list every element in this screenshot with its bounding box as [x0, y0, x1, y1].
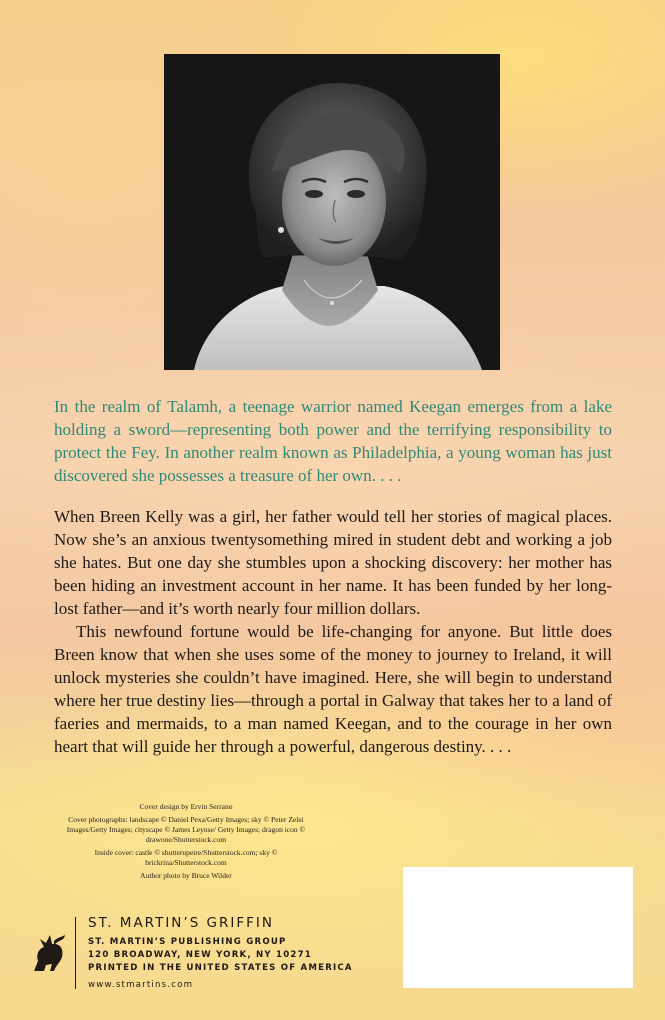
description-paragraph-1: When Breen Kelly was a girl, her father would tell her stories of magical places. Now she’s an anxious twentysomething mired in student debt and working a job she hates. But one day she stumbles upon a shocking discovery: her mother has been hiding an investment account in her name. It has been funded by her long-lost father—and it’s worth nearly four million dollars. [54, 507, 612, 618]
author-portrait-image [164, 54, 500, 370]
credits-block [66, 802, 306, 884]
author-photo-credit: Author photo by Bruce Wilder [140, 871, 232, 880]
cover-design-credit: Cover design by Ervin Serrano [139, 802, 233, 811]
printed-notice: PRINTED IN THE UNITED STATES OF AMERICA [88, 963, 353, 973]
publisher-group: ST. MARTIN’S PUBLISHING GROUP [88, 937, 287, 947]
publisher-website: www.stmartins.com [88, 980, 194, 990]
teaser-paragraph: In the realm of Talamh, a teenage warrior named Keegan emerges from a lake holding a sword—representing both power and the terrifying responsibility to protect the Fey. In another realm known as Philadelphia, a young woman has just discovered she possesses a treasure of her own. . . . [54, 397, 612, 485]
inside-cover-credit: Inside cover: castle © shutterupeire/Shutterstock.com; sky © brickrina/Shutterstock.com [94, 848, 278, 867]
publisher-name: ST. MARTIN’S GRIFFIN [88, 915, 274, 931]
description-paragraph-2: This newfound fortune would be life-changing for anyone. But little does Breen know that when she uses some of the money to journey to Ireland, it will unlock mysteries she couldn’t have imagined. Here, she will begin to understand where her true destiny lies—through a portal in Galway that takes her to a land of faeries and mermaids, to a man named Keegan, and to the courage in her own heart that will guide her through a powerful, dangerous destiny. . . . [54, 622, 612, 756]
publisher-address: 120 BROADWAY, NEW YORK, NY 10271 [88, 950, 312, 960]
author-photo [164, 54, 500, 370]
publisher-imprint [30, 915, 353, 990]
imprint-divider [75, 917, 76, 989]
barcode-area [403, 867, 633, 988]
cover-photos-credit: Cover photographs: landscape © Daniel Pexa/Getty Images; sky © Peter Zelei Images/Getty Images; cityscape © James Leynse/ Getty Images; dragon icon © drawone/Shutterstock.com [66, 815, 306, 844]
griffin-icon [30, 931, 66, 973]
book-description [54, 505, 612, 758]
